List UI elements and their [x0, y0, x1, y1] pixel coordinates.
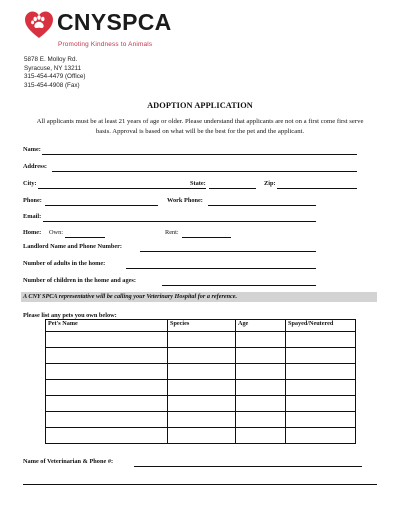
brand-tagline: Promoting Kindness to Animals [58, 41, 153, 48]
phone-field[interactable] [45, 205, 158, 206]
phone-row [23, 197, 323, 206]
email-row [23, 213, 323, 222]
col-pet-name: Pet's Name [46, 320, 168, 332]
species-cell[interactable] [168, 396, 236, 412]
veterinarian-row [23, 458, 373, 467]
brand-name: CNYSPCA [57, 9, 172, 35]
age-cell[interactable] [236, 348, 286, 364]
age-cell[interactable] [236, 332, 286, 348]
age-cell[interactable] [236, 364, 286, 380]
form-intro: All applicants must be at least 21 years of age or older. Please understand that applicants are not on a first come first serve basis. Approval is based on what will be the best for the pet and the applicant. [36, 118, 364, 135]
veterinarian-field[interactable] [134, 466, 362, 467]
table-row [46, 428, 356, 444]
table-row [46, 380, 356, 396]
address-street: 5878 E. Molloy Rd. [24, 56, 78, 63]
children-field[interactable] [162, 285, 316, 286]
pet-name-cell[interactable] [46, 364, 168, 380]
address-field[interactable] [52, 171, 357, 172]
form-title: ADOPTION APPLICATION [147, 101, 253, 110]
rent-field[interactable] [182, 237, 231, 238]
pet-name-cell[interactable] [46, 428, 168, 444]
rent-label: Rent: [165, 229, 179, 236]
reference-notice-text: A CNY SPCA representative will be calling your Veterinary Hospital for a reference. [23, 293, 238, 300]
heart-paw-icon [24, 10, 54, 40]
own-label: Own: [49, 229, 63, 236]
species-cell[interactable] [168, 348, 236, 364]
adults-row [23, 260, 323, 269]
state-field[interactable] [209, 188, 256, 189]
name-row [23, 146, 363, 155]
table-row [46, 348, 356, 364]
species-cell[interactable] [168, 412, 236, 428]
spayed-cell[interactable] [286, 412, 356, 428]
address-row [23, 163, 363, 172]
zip-field[interactable] [277, 188, 357, 189]
species-cell[interactable] [168, 380, 236, 396]
city-label: City: [23, 180, 37, 187]
email-field[interactable] [43, 221, 316, 222]
own-field[interactable] [65, 237, 105, 238]
pet-name-cell[interactable] [46, 380, 168, 396]
spayed-cell[interactable] [286, 348, 356, 364]
pets-table [45, 319, 356, 444]
adults-label: Number of adults in the home: [23, 260, 106, 267]
spayed-cell[interactable] [286, 428, 356, 444]
organization-address [24, 56, 86, 90]
col-species: Species [168, 320, 236, 332]
species-cell[interactable] [168, 364, 236, 380]
landlord-field[interactable] [140, 251, 316, 252]
city-field[interactable] [38, 188, 206, 189]
email-label: Email: [23, 213, 42, 220]
species-cell[interactable] [168, 428, 236, 444]
state-label: State: [190, 180, 206, 187]
children-row [23, 277, 323, 286]
table-row [46, 412, 356, 428]
pet-name-cell[interactable] [46, 396, 168, 412]
zip-label: Zip: [264, 180, 276, 187]
veterinarian-label: Name of Veterinarian & Phone #: [23, 458, 114, 465]
pets-prompt: Please list any pets you own below: [23, 312, 117, 319]
address-label: Address: [23, 163, 48, 170]
work-phone-field[interactable] [208, 205, 316, 206]
age-cell[interactable] [236, 380, 286, 396]
age-cell[interactable] [236, 412, 286, 428]
reference-notice [21, 292, 377, 302]
name-field[interactable] [42, 154, 357, 155]
table-row [46, 332, 356, 348]
office-phone: 315-454-4479 (Office) [24, 73, 86, 81]
spayed-cell[interactable] [286, 396, 356, 412]
pets-table-header [46, 320, 356, 332]
spayed-cell[interactable] [286, 380, 356, 396]
phone-label: Phone: [23, 197, 42, 204]
pet-name-cell[interactable] [46, 348, 168, 364]
col-age: Age [236, 320, 286, 332]
name-label: Name: [23, 146, 41, 153]
species-cell[interactable] [168, 332, 236, 348]
adults-field[interactable] [126, 268, 316, 269]
table-row [46, 364, 356, 380]
age-cell[interactable] [236, 428, 286, 444]
address-city: Syracuse, NY 13211 [24, 64, 82, 72]
age-cell[interactable] [236, 396, 286, 412]
cnyspca-logo [24, 9, 172, 54]
city-state-zip-row [23, 180, 363, 189]
col-spayed-neutered: Spayed/Neutered [286, 320, 356, 332]
landlord-row [23, 243, 323, 252]
home-label: Home: [23, 229, 42, 236]
pet-name-cell[interactable] [46, 332, 168, 348]
bottom-divider [23, 484, 377, 485]
home-row [23, 229, 243, 238]
landlord-label: Landlord Name and Phone Number: [23, 243, 123, 250]
spayed-cell[interactable] [286, 332, 356, 348]
table-row [46, 396, 356, 412]
children-label: Number of children in the home and ages: [23, 277, 136, 284]
spayed-cell[interactable] [286, 364, 356, 380]
work-phone-label: Work Phone: [167, 197, 203, 204]
pet-name-cell[interactable] [46, 412, 168, 428]
fax-number: 315-454-4908 (Fax) [24, 81, 80, 89]
